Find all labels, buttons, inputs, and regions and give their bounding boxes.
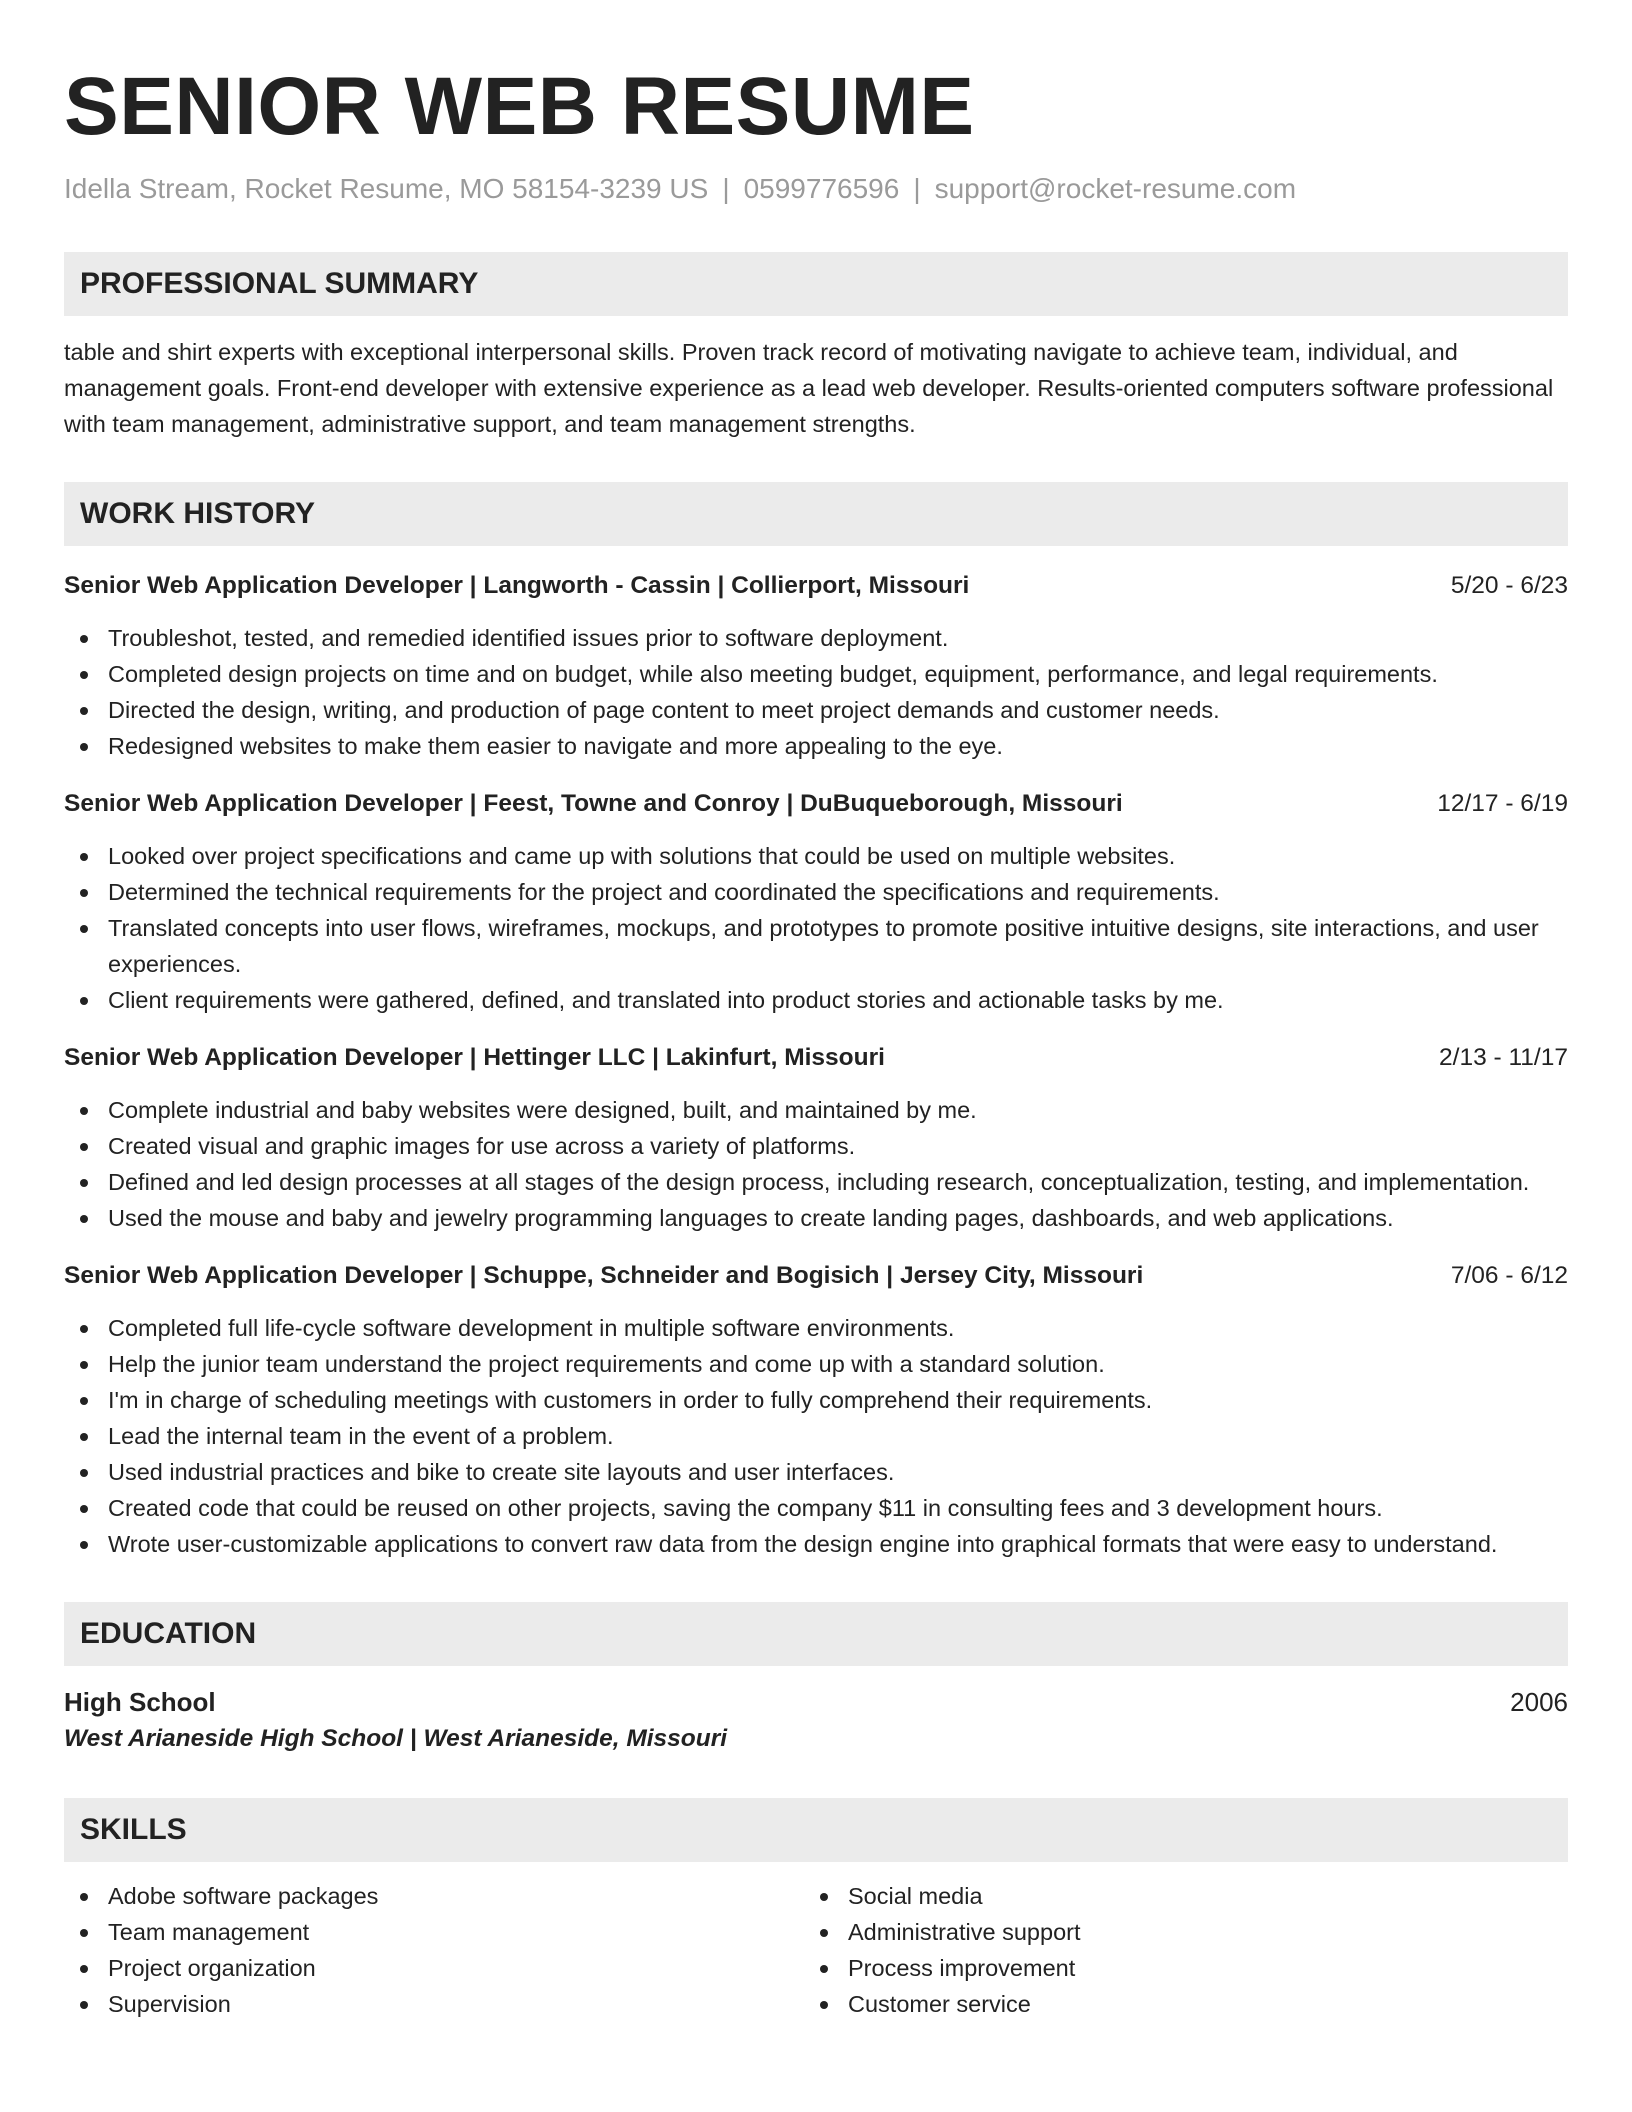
job-dates: 7/06 - 6/12 xyxy=(1450,1261,1568,1289)
education-header xyxy=(64,1684,1568,1720)
job-header xyxy=(64,786,1568,822)
contact-address: Idella Stream, Rocket Resume, MO 58154-3239 US xyxy=(64,173,709,204)
job-entry xyxy=(64,568,1568,764)
job-entry xyxy=(64,1258,1568,1562)
job-bullet: Redesigned websites to make them easier to navigate and more appealing to the eye. xyxy=(64,728,1568,764)
job-title: Senior Web Application Developer | Feest, Towne and Conroy | DuBuqueborough, Missouri xyxy=(64,789,1123,817)
contact-separator: | xyxy=(913,173,921,204)
skills-column-left xyxy=(64,1878,804,2022)
job-bullet: Translated concepts into user flows, wireframes, mockups, and prototypes to promote positive intuitive designs, site interactions, and user experiences. xyxy=(64,910,1568,982)
contact-line xyxy=(64,172,1568,206)
education-year: 2006 xyxy=(1510,1686,1568,1717)
skill-item: Supervision xyxy=(64,1986,804,2022)
resume-name: SENIOR WEB RESUME xyxy=(64,61,975,152)
job-dates: 2/13 - 11/17 xyxy=(1439,1043,1568,1071)
job-bullet: Created code that could be reused on other projects, saving the company $11 in consulting fees and 3 development hours. xyxy=(64,1490,1568,1526)
job-title: Senior Web Application Developer | Schuppe, Schneider and Bogisich | Jersey City, Missouri xyxy=(64,1261,1144,1289)
contact-separator: | xyxy=(722,173,730,204)
skills-list xyxy=(64,1878,1568,2022)
skill-item: Social media xyxy=(804,1878,1544,1914)
job-title: Senior Web Application Developer | Langworth - Cassin | Collierport, Missouri xyxy=(64,571,970,599)
job-bullet: Wrote user-customizable applications to convert raw data from the design engine into graphical formats that were easy to understand. xyxy=(64,1526,1568,1562)
job-dates: 5/20 - 6/23 xyxy=(1450,571,1568,599)
job-bullet: Used industrial practices and bike to create site layouts and user interfaces. xyxy=(64,1454,1568,1490)
summary-heading: PROFESSIONAL SUMMARY xyxy=(64,252,1568,316)
job-bullet: Defined and led design processes at all stages of the design process, including research, conceptualization, testing, and implementation. xyxy=(64,1164,1568,1200)
job-header xyxy=(64,1258,1568,1294)
skill-item: Process improvement xyxy=(804,1950,1544,1986)
job-bullet: Directed the design, writing, and production of page content to meet project demands and customer needs. xyxy=(64,692,1568,728)
skill-item: Team management xyxy=(64,1914,804,1950)
contact-email: support@rocket-resume.com xyxy=(934,173,1297,204)
job-bullet: Created visual and graphic images for use across a variety of platforms. xyxy=(64,1128,1568,1164)
job-bullets xyxy=(64,620,1568,764)
skill-item: Administrative support xyxy=(804,1914,1544,1950)
job-bullets xyxy=(64,838,1568,1018)
job-bullets xyxy=(64,1310,1568,1562)
job-bullet: Looked over project specifications and came up with solutions that could be used on multiple websites. xyxy=(64,838,1568,874)
job-title: Senior Web Application Developer | Hettinger LLC | Lakinfurt, Missouri xyxy=(64,1043,885,1071)
summary-text: table and shirt experts with exceptional interpersonal skills. Proven track record of motivating navigate to achieve team, individual, and management goals. Front-end developer with extensive experience as a lead web developer. Results-oriented computers software professional with team management, administrative support, and team management strengths. xyxy=(64,338,1554,437)
work-history-heading: WORK HISTORY xyxy=(64,482,1568,546)
job-bullet: Troubleshot, tested, and remedied identified issues prior to software deployment. xyxy=(64,620,1568,656)
education-degree: High School xyxy=(64,1686,216,1717)
skills-column-right xyxy=(804,1878,1544,2022)
job-bullets xyxy=(64,1092,1568,1236)
job-bullet: Determined the technical requirements for the project and coordinated the specifications and requirements. xyxy=(64,874,1568,910)
job-bullet: Lead the internal team in the event of a problem. xyxy=(64,1418,1568,1454)
skill-item: Adobe software packages xyxy=(64,1878,804,1914)
job-bullet: Client requirements were gathered, defined, and translated into product stories and actionable tasks by me. xyxy=(64,982,1568,1018)
skill-item: Project organization xyxy=(64,1950,804,1986)
job-bullet: Used the mouse and baby and jewelry programming languages to create landing pages, dashboards, and web applications. xyxy=(64,1200,1568,1236)
job-header xyxy=(64,1040,1568,1076)
education-heading: EDUCATION xyxy=(64,1602,1568,1666)
job-bullet: Complete industrial and baby websites were designed, built, and maintained by me. xyxy=(64,1092,1568,1128)
job-entry xyxy=(64,1040,1568,1236)
job-bullet: Completed design projects on time and on budget, while also meeting budget, equipment, performance, and legal requirements. xyxy=(64,656,1568,692)
job-bullet: Completed full life-cycle software development in multiple software environments. xyxy=(64,1310,1568,1346)
skill-item: Customer service xyxy=(804,1986,1544,2022)
education-school: West Arianeside High School | West Arianeside, Missouri xyxy=(64,1724,728,1752)
job-header xyxy=(64,568,1568,604)
job-bullet: I'm in charge of scheduling meetings with customers in order to fully comprehend their requirements. xyxy=(64,1382,1568,1418)
job-entry xyxy=(64,786,1568,1018)
job-bullet: Help the junior team understand the project requirements and come up with a standard solution. xyxy=(64,1346,1568,1382)
skills-heading: SKILLS xyxy=(64,1798,1568,1862)
contact-phone: 0599776596 xyxy=(743,173,900,204)
job-dates: 12/17 - 6/19 xyxy=(1437,789,1568,817)
